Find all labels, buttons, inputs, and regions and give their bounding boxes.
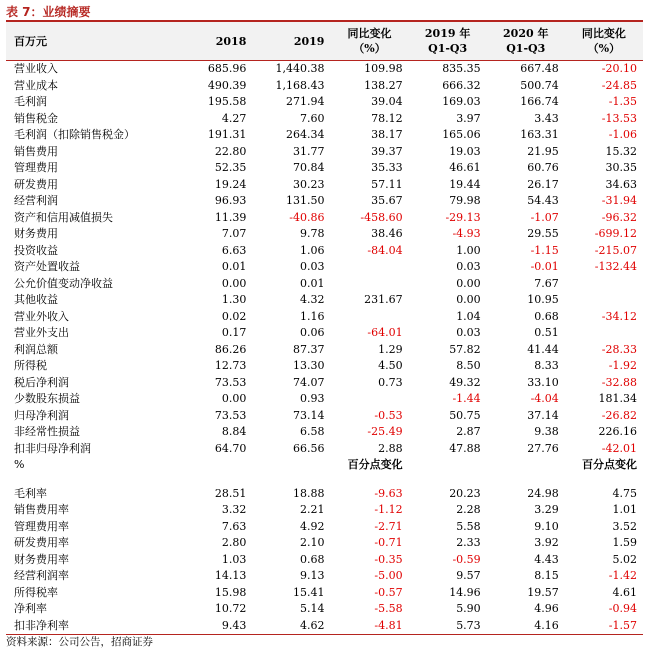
spacer-row — [6, 474, 643, 486]
value-cell: 195.58 — [207, 95, 247, 108]
value-cell: -42.01 — [601, 441, 637, 455]
value-cell: -0.57 — [374, 585, 403, 599]
value-cell: 138.27 — [364, 78, 403, 92]
value-cell: 28.51 — [214, 486, 247, 500]
value-cell: -1.15 — [530, 243, 559, 257]
value-cell: -28.33 — [601, 342, 637, 356]
value-cell: 5.73 — [409, 618, 487, 635]
value-cell: 1.29 — [378, 342, 403, 356]
value-cell: 19.24 — [214, 177, 247, 191]
value-cell: 73.14 — [292, 408, 325, 422]
value-cell: 0.73 — [378, 375, 403, 389]
value-cell: 0.00 — [221, 276, 247, 290]
value-cell: 15.32 — [605, 144, 637, 158]
ratio-row — [6, 519, 643, 536]
value-cell: 2.87 — [456, 425, 481, 438]
value-cell: -1.12 — [374, 503, 403, 516]
value-cell: 7.07 — [221, 227, 247, 240]
value-cell: -20.10 — [601, 62, 637, 75]
source-note: 资料来源：公司公告，招商证券 — [6, 636, 153, 648]
section-cell — [252, 457, 330, 474]
value-cell: 835.35 — [442, 62, 481, 75]
value-cell: -1.42 — [608, 569, 637, 582]
value-cell: 39.37 — [371, 144, 403, 158]
value-cell: -132.44 — [594, 260, 637, 273]
table-row — [6, 61, 643, 78]
value-cell — [565, 276, 643, 293]
value-cell: 20.23 — [449, 486, 481, 500]
value-cell: 9.13 — [299, 569, 325, 582]
value-cell: 2.21 — [299, 503, 325, 516]
value-cell: -13.53 — [601, 111, 637, 125]
ratio-row — [6, 486, 643, 503]
value-cell: 8.33 — [534, 359, 559, 372]
value-cell: 26.17 — [527, 177, 559, 191]
value-cell: 131.50 — [285, 194, 325, 207]
value-cell: 78.12 — [371, 111, 403, 125]
value-cell — [330, 276, 408, 293]
section-label: % — [14, 458, 25, 471]
value-cell: 41.44 — [527, 342, 559, 356]
value-cell: 50.75 — [449, 408, 481, 422]
table-row — [6, 226, 643, 243]
row-label: 扣非净利率 — [6, 618, 174, 635]
row-label: 销售税金 — [14, 111, 58, 125]
value-cell: -215.07 — [594, 243, 637, 257]
row-label: 资产处置收益 — [14, 260, 80, 273]
value-cell: -4.81 — [330, 618, 408, 635]
value-cell — [330, 259, 408, 276]
value-cell: 34.63 — [605, 177, 637, 191]
value-cell: 4.61 — [612, 585, 637, 599]
value-cell: 231.67 — [364, 293, 403, 306]
value-cell: -1.35 — [608, 95, 637, 108]
value-cell: 19.57 — [527, 585, 559, 599]
table-row — [6, 78, 643, 95]
value-cell: 4.96 — [534, 602, 559, 615]
value-cell: 15.41 — [292, 585, 325, 599]
value-cell: 47.88 — [449, 441, 481, 455]
value-cell: 226.16 — [598, 425, 637, 438]
ratio-row — [6, 618, 643, 635]
row-label: 归母净利润 — [14, 408, 69, 422]
table-header-row — [6, 22, 643, 61]
value-cell: 74.07 — [292, 375, 325, 389]
value-cell: 29.55 — [527, 227, 559, 240]
table-row — [6, 441, 643, 458]
value-cell: 0.00 — [221, 392, 247, 405]
value-cell — [330, 309, 408, 326]
table-row — [6, 177, 643, 194]
value-cell: 0.01 — [299, 276, 325, 290]
table-row — [6, 127, 643, 144]
value-cell: 271.94 — [285, 95, 325, 108]
value-cell: 30.35 — [605, 161, 637, 174]
financial-summary-table — [6, 22, 643, 635]
value-cell: 0.51 — [534, 326, 559, 339]
row-label: 财务费用率 — [14, 552, 69, 566]
value-cell: 667.48 — [520, 62, 559, 75]
value-cell: 0.00 — [456, 293, 481, 306]
row-label: 所得税 — [14, 359, 47, 372]
section-cell: 百分点变化 — [347, 458, 403, 471]
row-label: 管理费用 — [14, 161, 58, 174]
value-cell — [565, 325, 643, 342]
value-cell: 73.53 — [214, 375, 247, 389]
header-cell: 2018 — [174, 22, 252, 61]
value-cell: 4.75 — [612, 486, 637, 500]
value-cell: 31.77 — [292, 144, 325, 158]
value-cell: 4.16 — [487, 618, 565, 635]
value-cell: 38.17 — [371, 128, 403, 141]
table-row — [6, 358, 643, 375]
value-cell: 4.62 — [252, 618, 330, 635]
value-cell: 79.98 — [449, 194, 481, 207]
value-cell: 166.74 — [520, 95, 559, 108]
value-cell: 49.32 — [449, 375, 481, 389]
value-cell: 39.04 — [371, 95, 403, 108]
value-cell: 22.80 — [214, 144, 247, 158]
value-cell: 0.00 — [456, 276, 481, 290]
value-cell: 163.31 — [520, 128, 559, 141]
value-cell: 4.32 — [299, 293, 325, 306]
percent-section-header — [6, 457, 643, 474]
value-cell: 96.93 — [214, 194, 247, 207]
table-row — [6, 144, 643, 161]
value-cell: 490.39 — [207, 78, 247, 92]
table-row — [6, 391, 643, 408]
value-cell: 86.26 — [214, 342, 247, 356]
value-cell: 19.03 — [449, 144, 481, 158]
value-cell: 1.01 — [612, 503, 637, 516]
value-cell: -84.04 — [367, 243, 403, 257]
value-cell: 3.97 — [456, 111, 481, 125]
row-label: 销售费用率 — [14, 503, 69, 516]
value-cell: 12.73 — [214, 359, 247, 372]
table-row — [6, 309, 643, 326]
value-cell: 500.74 — [520, 78, 559, 92]
value-cell: 14.96 — [449, 585, 481, 599]
value-cell: 15.98 — [214, 585, 247, 599]
row-label: 净利率 — [14, 602, 47, 615]
value-cell: 46.61 — [449, 161, 481, 174]
value-cell: 2.28 — [456, 503, 481, 516]
header-cell: 2020 年 Q1-Q3 — [487, 22, 565, 61]
value-cell: 0.68 — [299, 552, 325, 566]
value-cell: 3.32 — [221, 503, 247, 516]
value-cell: -0.71 — [374, 536, 403, 549]
table-row — [6, 111, 643, 128]
value-cell: 3.92 — [534, 536, 559, 549]
value-cell: 2.88 — [378, 441, 403, 455]
value-cell: -458.60 — [360, 210, 403, 224]
value-cell: 9.38 — [534, 425, 559, 438]
value-cell: 19.44 — [449, 177, 481, 191]
value-cell: 2.10 — [299, 536, 325, 549]
value-cell: -4.93 — [452, 227, 481, 240]
value-cell: -5.58 — [374, 602, 403, 615]
value-cell: 0.03 — [456, 326, 481, 339]
value-cell: 7.63 — [221, 519, 247, 533]
table-row — [6, 276, 643, 293]
value-cell: -0.59 — [452, 552, 481, 566]
value-cell: 21.95 — [527, 144, 559, 158]
value-cell: 8.84 — [221, 425, 247, 438]
value-cell: 169.03 — [442, 95, 481, 108]
value-cell: -64.01 — [367, 326, 403, 339]
table-title: 表 7：业绩摘要 — [6, 5, 91, 19]
value-cell: 0.93 — [299, 392, 325, 405]
value-cell: 18.88 — [292, 486, 325, 500]
value-cell: -40.86 — [289, 210, 325, 224]
value-cell: 1.00 — [456, 243, 481, 257]
value-cell: 1.59 — [612, 536, 637, 549]
value-cell: 66.56 — [292, 441, 325, 455]
value-cell: 6.58 — [299, 425, 325, 438]
value-cell: -24.85 — [601, 78, 637, 92]
table-row — [6, 193, 643, 210]
row-label: 营业收入 — [14, 62, 58, 75]
value-cell: 1.03 — [221, 552, 247, 566]
value-cell: 4.50 — [378, 359, 403, 372]
value-cell: 1.06 — [299, 243, 325, 257]
row-label: 其他收益 — [14, 293, 58, 306]
value-cell: 0.03 — [299, 260, 325, 273]
value-cell: 5.90 — [456, 602, 481, 615]
row-label: 公允价值变动净收益 — [14, 276, 113, 290]
value-cell: 1.30 — [221, 293, 247, 306]
value-cell: -0.94 — [608, 602, 637, 615]
ratio-row — [6, 552, 643, 569]
value-cell: -699.12 — [594, 227, 637, 240]
value-cell: 3.43 — [534, 111, 559, 125]
row-label: 资产和信用减值损失 — [14, 210, 113, 224]
row-label: 毛利润（扣除销售税金） — [14, 128, 135, 141]
row-label: 管理费用率 — [14, 519, 69, 533]
table-row — [6, 292, 643, 309]
value-cell: -32.88 — [601, 375, 637, 389]
value-cell: 1,168.43 — [275, 78, 325, 92]
table-row — [6, 325, 643, 342]
value-cell: 191.31 — [207, 128, 247, 141]
row-label: 毛利润 — [14, 95, 47, 108]
value-cell: -0.53 — [374, 408, 403, 422]
row-label: 研发费用率 — [14, 536, 69, 549]
value-cell: -29.13 — [445, 210, 481, 224]
section-cell: 百分点变化 — [582, 458, 637, 471]
value-cell: 9.43 — [174, 618, 252, 635]
value-cell: 60.76 — [527, 161, 559, 174]
value-cell: 87.37 — [292, 342, 325, 356]
row-label: 销售费用 — [14, 144, 58, 158]
table-row — [6, 408, 643, 425]
row-label: 经营利润 — [14, 194, 58, 207]
table-row — [6, 243, 643, 260]
value-cell — [565, 292, 643, 309]
value-cell: 8.50 — [456, 359, 481, 372]
value-cell: 1,440.38 — [275, 62, 325, 75]
value-cell: 8.15 — [534, 569, 559, 582]
section-cell — [409, 457, 487, 474]
value-cell: 685.96 — [207, 62, 247, 75]
row-label: 税后净利润 — [14, 375, 69, 389]
row-label: 毛利率 — [14, 486, 47, 500]
value-cell: 0.03 — [456, 260, 481, 273]
row-label: 利润总额 — [14, 342, 58, 356]
value-cell: 0.68 — [534, 309, 559, 323]
value-cell: 57.82 — [449, 342, 481, 356]
section-cell — [174, 457, 252, 474]
value-cell: -1.06 — [608, 128, 637, 141]
value-cell: 0.01 — [221, 260, 247, 273]
value-cell: -31.94 — [601, 194, 637, 207]
row-label: 投资收益 — [14, 243, 58, 257]
row-label: 营业外支出 — [14, 326, 69, 339]
value-cell: 38.46 — [371, 227, 403, 240]
value-cell: 3.52 — [612, 519, 637, 533]
value-cell: 6.63 — [221, 243, 247, 257]
value-cell: 7.67 — [534, 276, 559, 290]
value-cell: 7.60 — [299, 111, 325, 125]
value-cell: 54.43 — [527, 194, 559, 207]
ratio-row — [6, 585, 643, 602]
header-cell: 同比变化 （%） — [565, 22, 643, 61]
value-cell: -1.92 — [608, 359, 637, 372]
table-row — [6, 259, 643, 276]
value-cell: 3.29 — [534, 503, 559, 516]
value-cell: 30.23 — [292, 177, 325, 191]
row-label: 扣非归母净利润 — [14, 441, 91, 455]
value-cell: 5.14 — [299, 602, 325, 615]
value-cell: 33.10 — [527, 375, 559, 389]
value-cell: 9.78 — [299, 227, 325, 240]
value-cell: -34.12 — [601, 309, 637, 323]
table-row — [6, 94, 643, 111]
value-cell: 10.72 — [214, 602, 247, 615]
value-cell: -1.07 — [530, 210, 559, 224]
value-cell: 666.32 — [442, 78, 481, 92]
row-label: 财务费用 — [14, 227, 58, 240]
value-cell: 0.02 — [221, 309, 247, 323]
value-cell: 13.30 — [292, 359, 325, 372]
value-cell: -9.63 — [374, 486, 403, 500]
row-label: 经营利润率 — [14, 569, 69, 582]
row-label: 少数股东损益 — [14, 392, 80, 405]
value-cell: 5.58 — [456, 519, 481, 533]
value-cell — [330, 391, 408, 408]
value-cell: 70.84 — [292, 161, 325, 174]
value-cell: 4.43 — [534, 552, 559, 566]
value-cell: 73.53 — [214, 408, 247, 422]
value-cell: 9.57 — [456, 569, 481, 582]
value-cell: 35.67 — [371, 194, 403, 207]
value-cell: 2.80 — [221, 536, 247, 549]
ratio-row — [6, 601, 643, 618]
value-cell: 52.35 — [214, 161, 247, 174]
value-cell: 10.95 — [527, 293, 559, 306]
value-cell: -0.01 — [530, 260, 559, 273]
value-cell: -0.35 — [374, 552, 403, 566]
ratio-row — [6, 535, 643, 552]
table-row — [6, 424, 643, 441]
value-cell: -5.00 — [374, 569, 403, 582]
value-cell: 9.10 — [534, 519, 559, 533]
value-cell: 109.98 — [364, 62, 403, 75]
value-cell: 2.33 — [456, 536, 481, 549]
value-cell: 5.02 — [612, 552, 637, 566]
value-cell: 24.98 — [527, 486, 559, 500]
table-row — [6, 342, 643, 359]
value-cell: 37.14 — [527, 408, 559, 422]
row-label: 所得税率 — [14, 585, 58, 599]
value-cell: 11.39 — [214, 210, 247, 224]
value-cell: 4.27 — [221, 111, 247, 125]
ratio-row — [6, 568, 643, 585]
header-cell: 2019 — [252, 22, 330, 61]
value-cell: -25.49 — [367, 425, 403, 438]
row-label: 研发费用 — [14, 177, 58, 191]
table-row — [6, 160, 643, 177]
value-cell: 264.34 — [285, 128, 325, 141]
value-cell: -96.32 — [601, 210, 637, 224]
header-cell: 同比变化 （%） — [330, 22, 408, 61]
value-cell: 0.06 — [299, 326, 325, 339]
value-cell: 181.34 — [598, 392, 637, 405]
row-label: 营业成本 — [14, 78, 58, 92]
row-label: 非经常性损益 — [14, 425, 80, 438]
value-cell: -26.82 — [601, 408, 637, 422]
value-cell: -2.71 — [374, 519, 403, 533]
value-cell: 1.16 — [299, 309, 325, 323]
value-cell: 35.33 — [371, 161, 403, 174]
table-row — [6, 210, 643, 227]
section-cell — [487, 457, 565, 474]
ratio-row — [6, 502, 643, 519]
value-cell: 57.11 — [371, 177, 403, 191]
value-cell: 0.17 — [221, 326, 247, 339]
value-cell: -1.44 — [452, 392, 481, 405]
header-cell: 百万元 — [6, 22, 174, 61]
value-cell: 14.13 — [214, 569, 247, 582]
value-cell: 1.04 — [456, 309, 481, 323]
value-cell: 27.76 — [527, 441, 559, 455]
value-cell: 64.70 — [214, 441, 247, 455]
value-cell: -4.04 — [530, 392, 559, 405]
header-cell: 2019 年 Q1-Q3 — [409, 22, 487, 61]
row-label: 营业外收入 — [14, 309, 69, 323]
table-row — [6, 375, 643, 392]
value-cell: -1.57 — [565, 618, 643, 635]
value-cell: 4.92 — [299, 519, 325, 533]
value-cell: 165.06 — [442, 128, 481, 141]
